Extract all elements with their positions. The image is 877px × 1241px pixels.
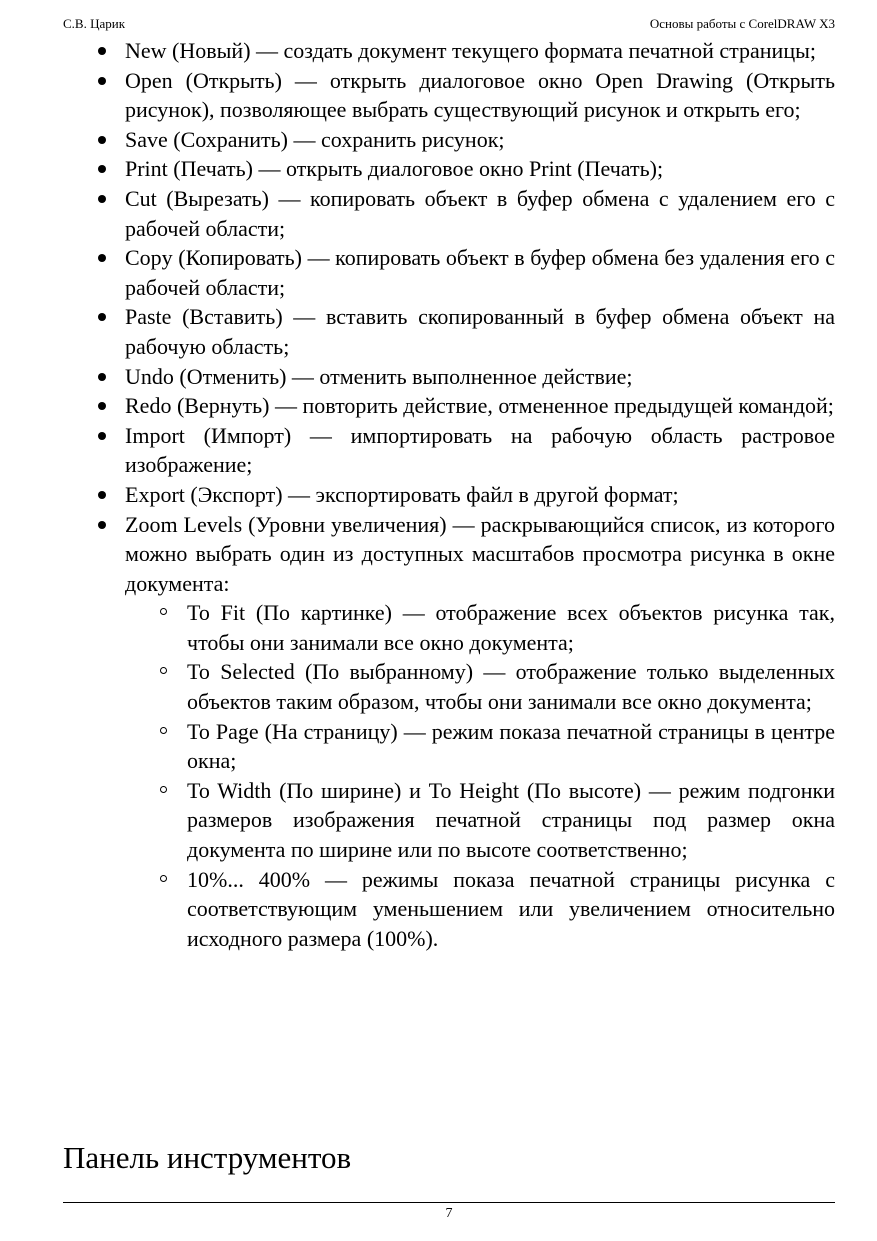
circle-bullet-icon (160, 727, 167, 734)
circle-bullet-icon (160, 608, 167, 615)
sublist-item (125, 865, 835, 954)
list-item (63, 362, 835, 392)
page-number: 7 (445, 1206, 453, 1221)
list-item (63, 302, 835, 361)
footer-divider (63, 1202, 835, 1203)
list-item (63, 391, 835, 421)
list-item (63, 243, 835, 302)
list-item (63, 154, 835, 184)
list-item (63, 66, 835, 125)
bullet-icon (98, 402, 106, 410)
toolbar-commands-list (63, 36, 835, 953)
list-item (63, 480, 835, 510)
sublist-item (125, 657, 835, 716)
circle-bullet-icon (160, 875, 167, 882)
page-header (63, 16, 835, 34)
list-item-text: Zoom Levels (Уровни увеличения) — раскрывающийся список, из которого можно выбрать один из доступных масштабов просмотра рисунка в окне документа: (125, 511, 835, 596)
bullet-icon (98, 521, 106, 529)
bullet-icon (98, 77, 106, 85)
bullet-icon (98, 254, 106, 262)
page-content (63, 36, 835, 953)
circle-bullet-icon (160, 667, 167, 674)
sublist-item-text: To Page (На страницу) — режим показа печатной страницы в центре окна; (187, 718, 835, 774)
sublist-item-text: To Fit (По картинке) — отображение всех объектов рисунка так, чтобы они занимали все окно документа; (187, 600, 835, 655)
list-item (63, 125, 835, 155)
bullet-icon (98, 47, 106, 55)
list-item-text: Undo (Отменить) — отменить выполненное действие; (125, 363, 633, 389)
list-item (63, 36, 835, 66)
bullet-icon (98, 165, 106, 173)
list-item-text: Paste (Вставить) — вставить скопированный в буфер обмена объект на рабочую область; (125, 304, 835, 359)
bullet-icon (98, 432, 106, 440)
list-item (63, 421, 835, 480)
bullet-icon (98, 373, 106, 381)
bullet-icon (98, 195, 106, 203)
sublist-item-text: 10%... 400% — режимы показа печатной страницы рисунка с соответствующим уменьшением или увеличением относительно исходного размера (100%). (187, 866, 835, 951)
zoom-levels-sublist (125, 598, 835, 953)
list-item (63, 184, 835, 243)
bullet-icon (98, 313, 106, 321)
list-item-text: Open (Открыть) — открыть диалоговое окно Open Drawing (Открыть рисунок), позволяющее выбрать существующий рисунок и открыть его; (125, 67, 835, 123)
sublist-item-text: To Selected (По выбранному) — отображение только выделенных объектов таким образом, чтобы они занимали все окно документа; (187, 659, 835, 715)
list-item-text: Cut (Вырезать) — копировать объект в буфер обмена с удалением его с рабочей области; (125, 185, 835, 241)
sublist-item (125, 598, 835, 657)
sublist-item (125, 776, 835, 865)
list-item-text: New (Новый) — создать документ текущего формата печатной страницы; (125, 38, 816, 63)
bullet-icon (98, 136, 106, 144)
list-item-text: Print (Печать) — открыть диалоговое окно Print (Печать); (125, 156, 664, 182)
sublist-item (125, 717, 835, 776)
section-title: Панель инструментов (63, 1140, 352, 1175)
list-item (63, 510, 835, 954)
list-item-text: Redo (Вернуть) — повторить действие, отмененное предыдущей командой; (125, 393, 834, 419)
bullet-icon (98, 491, 106, 499)
header-book-title: Основы работы с CorelDRAW X3 (649, 16, 835, 31)
header-author: С.В. Царик (63, 16, 126, 31)
list-item-text: Import (Импорт) — импортировать на рабочую область растровое изображение; (125, 422, 835, 478)
list-item-text: Copy (Копировать) — копировать объект в буфер обмена без удаления его с рабочей области; (125, 245, 835, 300)
list-item-text: Export (Экспорт) — экспортировать файл в другой формат; (125, 481, 679, 507)
list-item-text: Save (Сохранить) — сохранить рисунок; (125, 126, 505, 152)
sublist-item-text: To Width (По ширине) и To Height (По высоте) — режим подгонки размеров изображения печатной страницы под размер окна документа по ширине или по высоте соответственно; (187, 777, 835, 863)
circle-bullet-icon (160, 786, 167, 793)
